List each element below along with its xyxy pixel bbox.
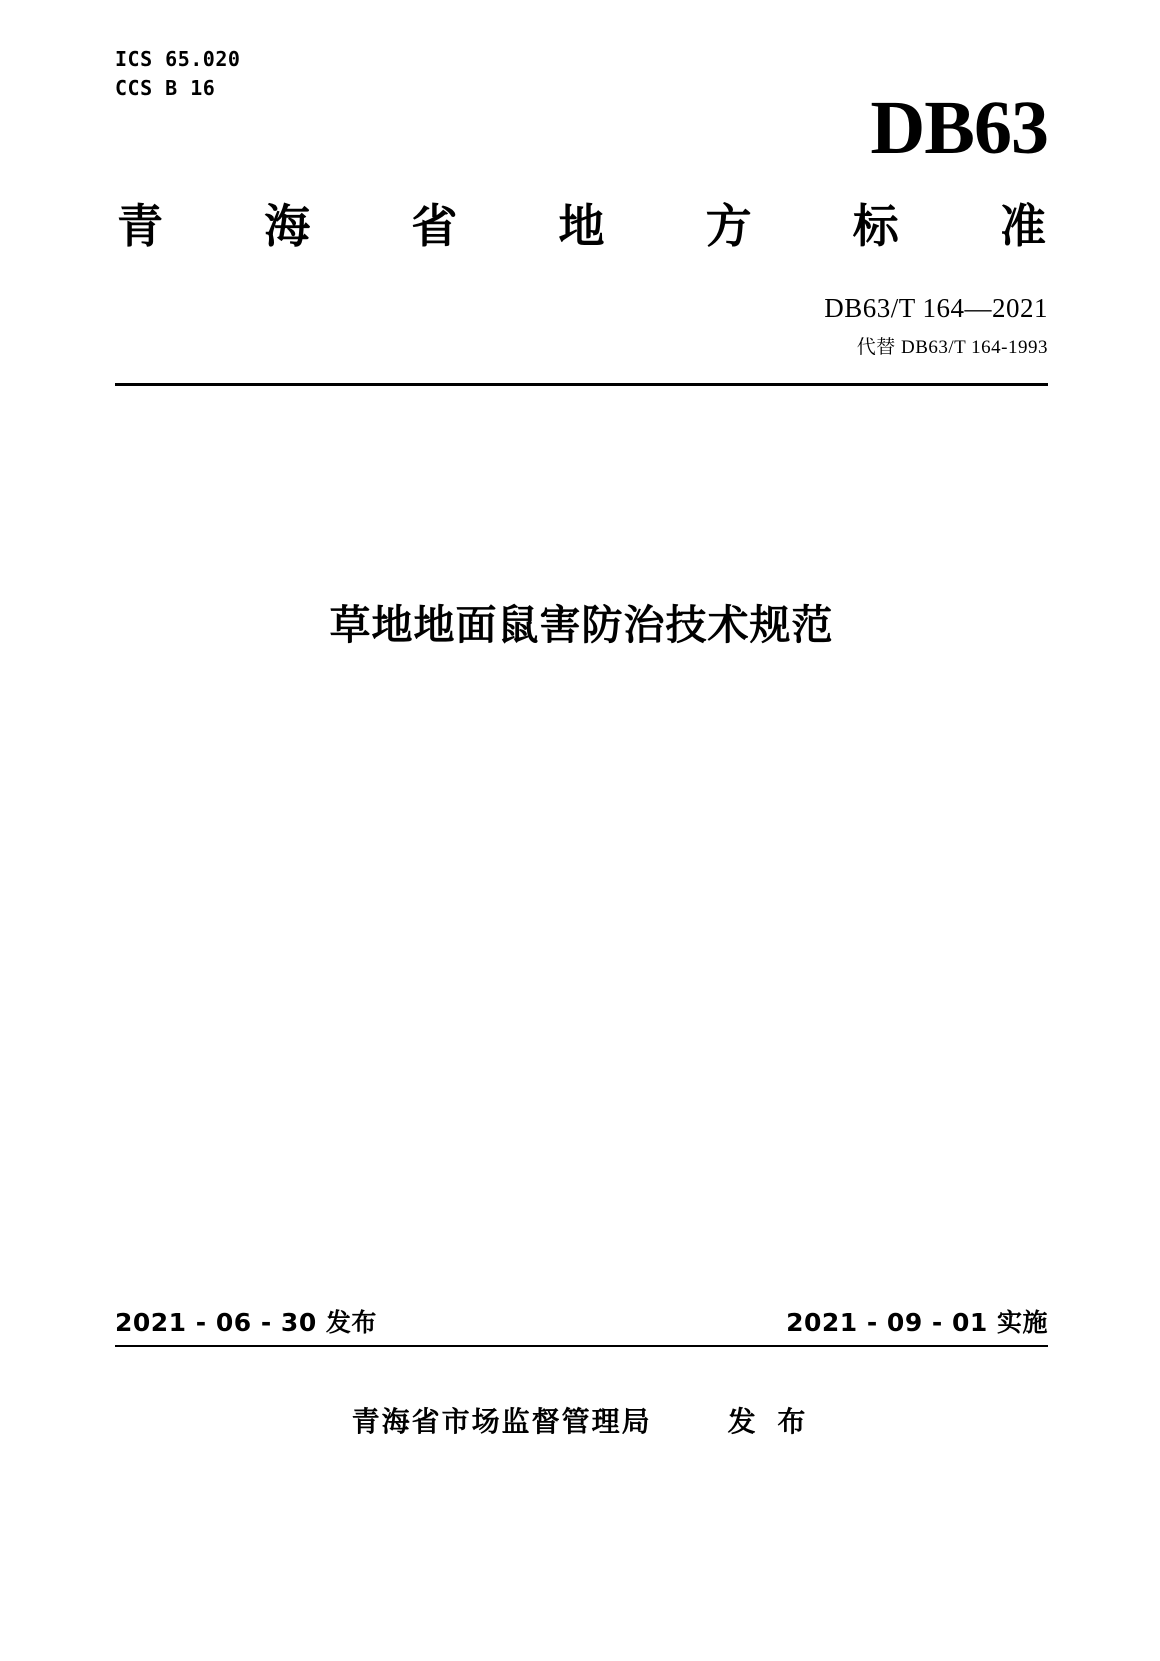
- province-title-char-6: 标: [852, 199, 899, 253]
- dates-row: [115, 1303, 1048, 1339]
- province-title-char-5: 方: [705, 199, 752, 253]
- province-title-char-3: 省: [411, 199, 458, 253]
- standard-number: DB63/T 164—2021: [824, 293, 1048, 323]
- publisher-row: [115, 1400, 1048, 1440]
- ccs-code: CCS B 16: [115, 76, 216, 100]
- province-title-char-1: 青: [117, 199, 163, 253]
- province-standard-title: [115, 199, 1048, 253]
- issue-date: 2021 - 06 - 30 发布: [115, 1308, 377, 1337]
- province-title-char-7: 准: [999, 199, 1046, 253]
- standard-replaces: 代替 DB63/T 164-1993: [856, 337, 1048, 358]
- standard-mark: DB63: [870, 86, 1048, 170]
- publisher-action: 发 布: [727, 1405, 812, 1438]
- effective-date: 2021 - 09 - 01 实施: [786, 1308, 1048, 1337]
- province-title-char-4: 地: [558, 199, 605, 253]
- page-content: [115, 0, 1048, 1661]
- province-title-char-2: 海: [264, 199, 311, 253]
- footer-divider: [115, 1345, 1048, 1347]
- document-title: 草地地面鼠害防治技术规范: [329, 601, 834, 649]
- header-divider: [115, 383, 1048, 386]
- publisher-organization: 青海省市场监督管理局: [351, 1405, 652, 1438]
- ics-code: ICS 65.020: [115, 47, 241, 71]
- classification-codes: [115, 45, 240, 103]
